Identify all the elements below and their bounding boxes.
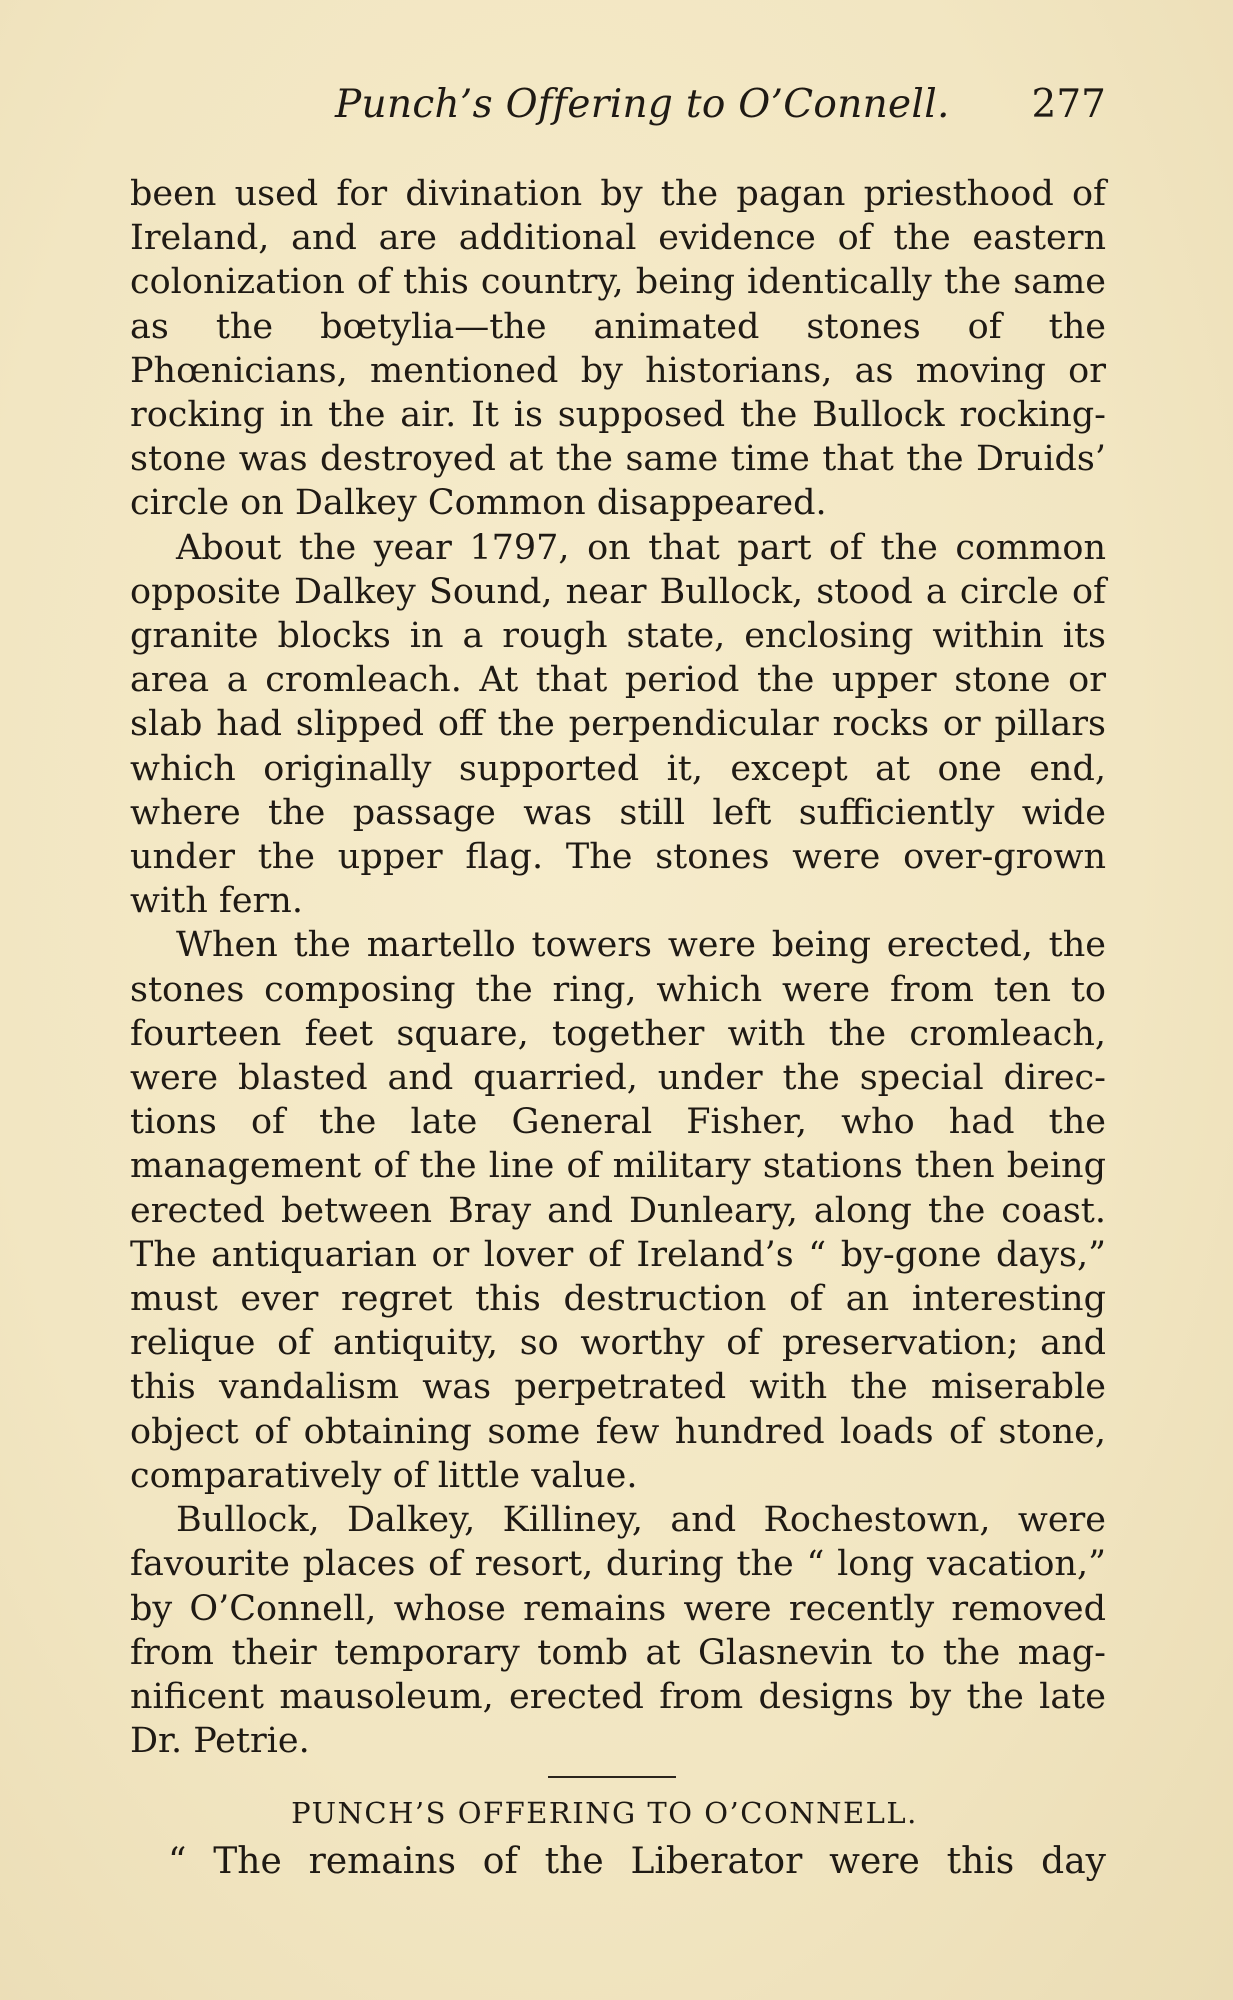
paragraph-circle-of-granite: About the year 1797, on that part of the common opposite Dalkey Sound, near Bullock, stood a circle of granite blocks in a rough state, enclosing within its area a cromleach. At that period the upper stone or slab had slipped off the perpendicular rocks or pillars which originally supported it, except at one end, where the passage was still left sufficiently wide under the upper flag. The stones were over-grown with fern. — [130, 527, 1106, 922]
page-number: 277 — [1031, 82, 1106, 127]
body-text — [130, 172, 1106, 1763]
paragraph-oconnell-resort: Bullock, Dalkey, Killiney, and Rochestown, were favourite places of resort, during the “ long vacation,” by O’Connell, whose remains were recently removed from their temporary tomb at Glasnevin to the mag-nificent mausoleum, erected from designs by the late Dr. Petrie. — [130, 1500, 1106, 1762]
running-head — [130, 82, 1106, 142]
section-heading-text: PUNCH’S OFFERING TO O’CONNELL. — [291, 1796, 918, 1830]
running-title: Punch’s Offering to O’Connell. — [335, 82, 950, 127]
paragraph-continuation: been used for divination by the pagan priesthood of Ireland, and are additional evidence of the eastern colonization of this country, being identically the same as the bœtylia—the animated stones of the Phœnicians, mentioned by historians, as moving or rocking in the air. It is supposed the Bullock rocking-stone was destroyed at the same time that the Druids’ circle on Dalkey Common disappeared. — [130, 174, 1106, 524]
section-divider-rule — [548, 1776, 676, 1778]
paragraph-martello-towers: When the martello towers were being erected, the stones composing the ring, which were from ten to fourteen feet square, together with the cromleach, were blasted and quarried, under the special direc-tions of the late General Fisher, who had the management of the line of military stations then being erected between Bray and Dunleary, along the coast. The antiquarian or lover of Ireland’s “ by-gone days,” must ever regret this destruction of an interesting relique of antiquity, so worthy of preservation; and this vandalism was perpetrated with the miserable object of obtaining some few hundred loads of stone, comparatively of little value. — [130, 925, 1106, 1496]
quote-opening-line: “ The remains of the Liberator were this day — [168, 1841, 1106, 1882]
section-heading — [0, 1796, 1233, 1830]
